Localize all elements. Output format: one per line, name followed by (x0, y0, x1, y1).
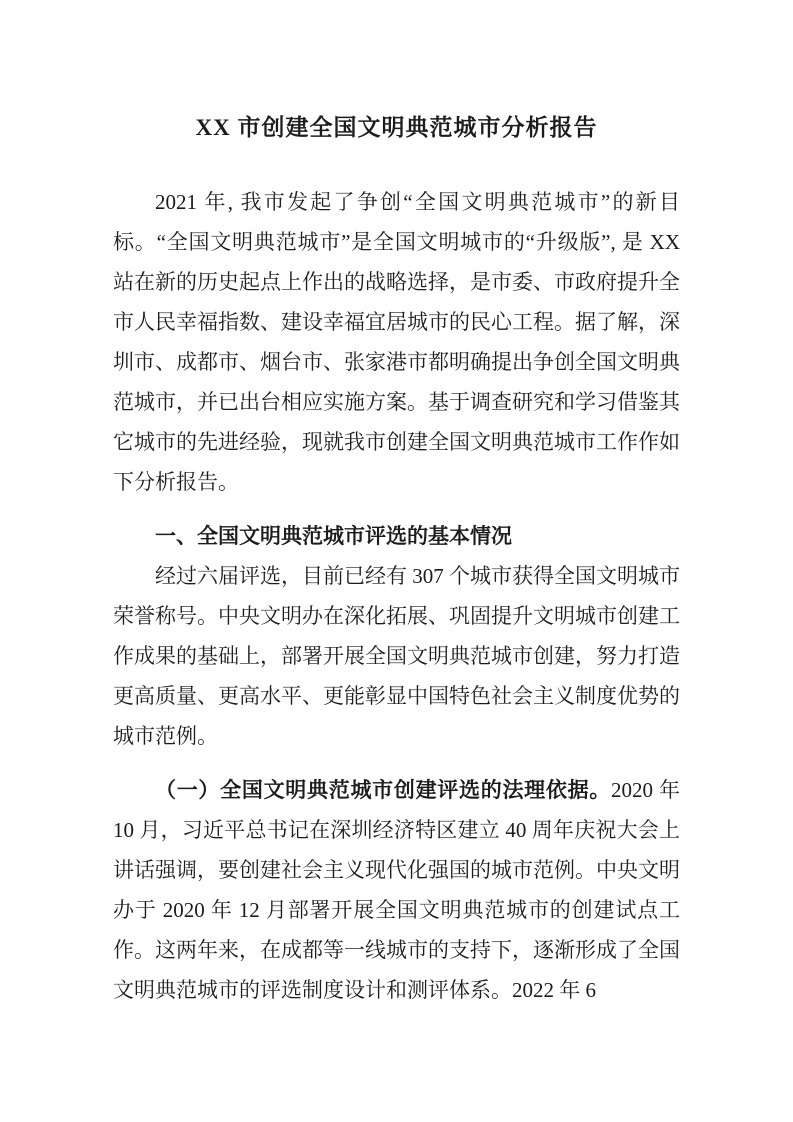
section-heading-basic-situation: 一、全国文明典范城市评选的基本情况 (155, 524, 512, 548)
subsection-heading-legal-basis: （一）全国文明典范城市创建评选的法理依据。 (155, 778, 612, 802)
paragraph-selection-overview: 经过六届评选，目前已经有 307 个城市获得全国文明城市荣誉称号。中央文明办在深化拓展、巩固提升文明城市创建工作成果的基础上，部署开展全国文明典范城市创建，努力打造更高质量、更高水平、更能彰显中国特色社会主义制度优势的城市范例。 (113, 564, 680, 748)
paragraph-legal-basis (113, 770, 680, 1010)
subsection-body-legal-basis: 2020 年 10 月，习近平总书记在深圳经济特区建立 40 周年庆祝大会上讲话强调，要创建社会主义现代化强国的城市范例。中央文明办于 2020 年 12 月部署开展全国文明典范城市的创建试点工作。这两年来，在成都等一线城市的支持下，逐渐形成了全国文明典范城市的评选制度设计和测评体系。2022 年 6 (113, 778, 681, 1002)
paragraph-intro: 2021 年, 我市发起了争创“全国文明典范城市”的新目标。“全国文明典范城市”是全国文明城市的“升级版”, 是 XX 站在新的历史起点上作出的战略选择，是市委、市政府提升全市人民幸福指数、建设幸福宜居城市的民心工程。据了解，深圳市、成都市、烟台市、张家港市都明确提出争创全国文明典范城市，并已出台相应实施方案。基于调查研究和学习借鉴其它城市的先进经验，现就我市创建全国文明典范城市工作作如下分析报告。 (113, 190, 680, 494)
document-body (113, 182, 680, 1010)
document-title: XX 市创建全国文明典范城市分析报告 (195, 115, 598, 140)
